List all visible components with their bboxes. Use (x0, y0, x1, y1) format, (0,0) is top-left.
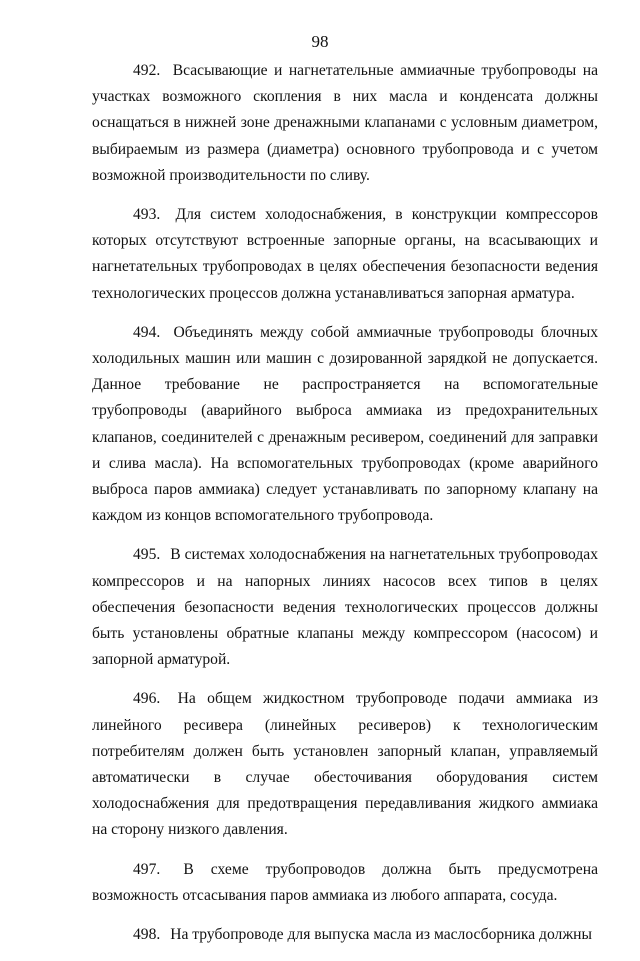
paragraph-497 (92, 857, 598, 909)
paragraph-text: Всасывающие и нагнетательные аммиачные трубопроводы на участках возможного скопления в них масла и конденсата должны оснащаться в нижней зоне дренажными клапанами с условным диаметром, выбираемым из размера (диаметра) основного трубопровода и с учетом возможной производительности по сливу. (92, 62, 598, 184)
page-content (92, 58, 598, 961)
paragraph-text: Объединять между собой аммиачные трубопроводы блочных холодильных машин или машин с дозированной зарядкой не допускается. Данное требование не распространяется на вспомогательные трубопроводы (аварийного выброса аммиака из предохранительных клапанов, соединителей с дренажным ресивером, соединений для заправки и слива масла). На вспомогательных трубопроводах (кроме аварийного выброса паров аммиака) следует устанавливать по запорному клапану на каждом из концов вспомогательного трубопровода. (92, 323, 598, 525)
paragraph-495 (92, 542, 598, 673)
paragraph-text: На общем жидкостном трубопроводе подачи аммиака из линейного ресивера (линейных ресиверов) к технологическим потребителям должен быть установлен запорный клапан, управляемый автоматически в случае обесточивания оборудования систем холодоснабжения для предотвращения передавливания жидкого аммиака на сторону низкого давления. (92, 690, 598, 839)
paragraph-498 (92, 922, 598, 948)
paragraph-text: Для систем холодоснабжения, в конструкции компрессоров которых отсутствуют встроенные запорные органы, на всасывающих и нагнетательных трубопроводах в целях обеспечения безопасности ведения технологических процессов должна устанавливаться запорная арматура. (92, 206, 598, 302)
paragraph-number: 498. (133, 926, 161, 944)
paragraph-number: 495. (133, 546, 161, 564)
paragraph-text: В системах холодоснабжения на нагнетательных трубопроводах компрессоров и на напорных линиях насосов всех типов в целях обеспечения безопасности ведения технологических процессов должны быть установлены обратные клапаны между компрессором (насосом) и запорной арматурой. (92, 546, 598, 669)
paragraph-492 (92, 58, 598, 189)
paragraph-number: 493. (133, 206, 161, 224)
paragraph-493 (92, 202, 598, 307)
page-number: 98 (311, 32, 329, 51)
paragraph-number: 497. (133, 860, 161, 878)
paragraph-text: На трубопроводе для выпуска масла из маслосборника должны (170, 926, 592, 944)
paragraph-number: 492. (133, 62, 161, 79)
paragraph-496 (92, 686, 598, 843)
paragraph-number: 496. (133, 690, 161, 708)
paragraph-text: В схеме трубопроводов должна быть предусмотрена возможность отсасывания паров аммиака из любого аппарата, сосуда. (92, 860, 598, 904)
paragraph-494 (92, 320, 598, 530)
paragraph-number: 494. (133, 323, 161, 341)
